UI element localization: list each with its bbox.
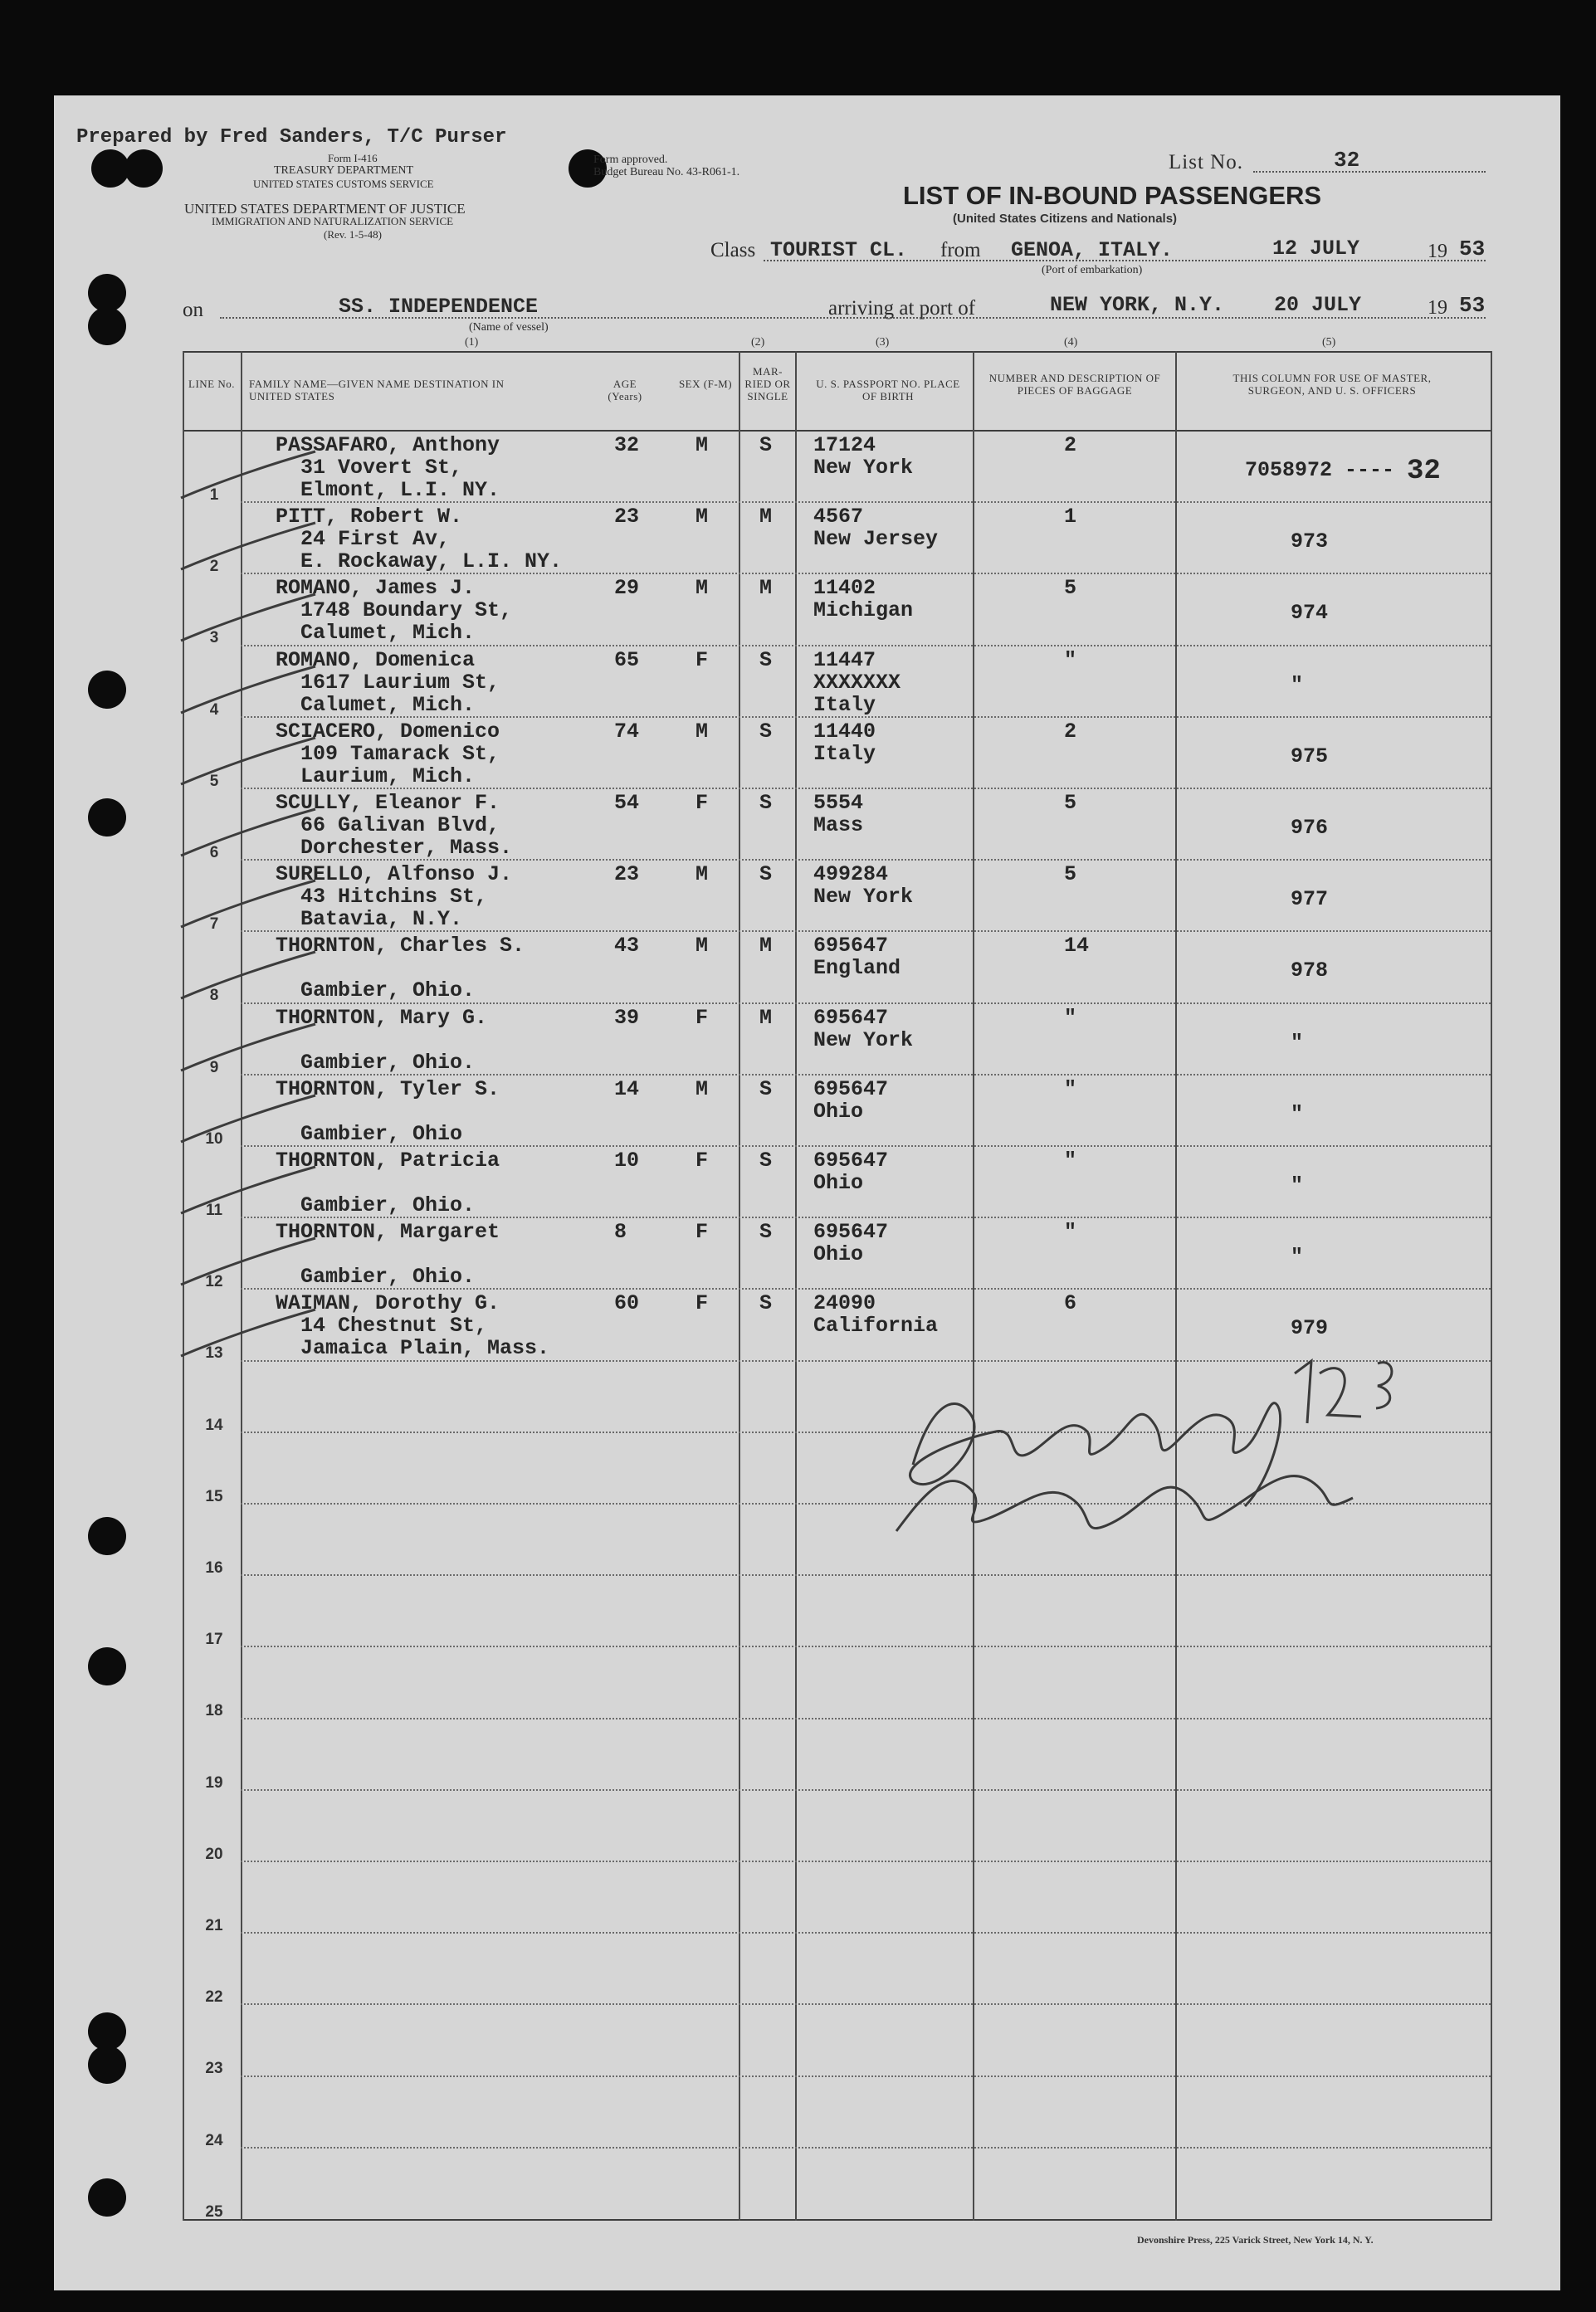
col-num-1: (1) [465,336,479,349]
passport-number: 695647 [813,934,889,958]
form-revision: (Rev. 1-5-48) [324,228,382,241]
col-divider [795,351,797,2221]
immigrant-inspector-signature [880,1340,1428,1573]
line-number: 14 [205,1416,223,1434]
printer-imprint: Devonshire Press, 225 Varick Street, New York 14, N. Y. [1137,2234,1374,2246]
place-of-birth: Michigan [813,598,914,623]
passenger-name: SCULLY, Eleanor F. [276,791,500,815]
marital-status: S [759,433,773,457]
passenger-name: SCIACERO, Domenico [276,719,500,744]
prepared-by: Prepared by Fred Sanders, T/C Purser [76,126,507,149]
class-value: TOURIST CL. [770,238,908,262]
line-number: 12 [205,1273,223,1291]
col-divider [739,351,740,2221]
line-number: 2 [209,558,219,576]
check-mark-icon [174,1090,324,1149]
check-mark-icon [174,804,324,862]
page-subtitle: (United States Citizens and Nationals) [953,212,1178,226]
class-label: Class [710,239,756,261]
list-no-label: List No. [1169,151,1243,173]
header-bottom-border [183,430,1491,432]
from-label: from [940,239,981,261]
baggage-count: " [1064,1005,1077,1030]
year-prefix-2: 19 [1428,297,1447,319]
baggage-count: 2 [1064,433,1077,457]
customs-service: UNITED STATES CUSTOMS SERVICE [253,178,434,190]
col-divider [1491,351,1492,2221]
treasury-dept: TREASURY DEPARTMENT [274,164,414,177]
marital-status: S [759,1149,773,1173]
place-of-birth: Mass [813,813,864,837]
marital-status: S [759,647,773,672]
list-no-underline [1253,171,1486,173]
place-of-birth: Italy [813,741,876,766]
marital-status: S [759,719,773,744]
marital-status: M [759,934,773,958]
baggage-count: 14 [1064,934,1090,958]
signature-name [1278,1365,1282,1366]
row-divider [241,1718,1491,1719]
passport-number: 24090 [813,1291,876,1316]
passenger-city: Gambier, Ohio. [300,978,476,1003]
officer-number: 976 [1291,816,1329,840]
departure-date: 12 JULY [1272,237,1360,261]
row-divider [241,2147,1491,2149]
passenger-name: ROMANO, James J. [276,576,476,601]
passenger-name: SURELLO, Alfonso J. [276,862,513,887]
passenger-sex: M [696,1076,709,1101]
baggage-count: 6 [1064,1291,1077,1316]
marital-status: M [759,576,773,601]
passenger-age: 54 [614,791,640,815]
passenger-city: Gambier, Ohio. [300,1193,476,1217]
line-number: 9 [209,1058,219,1076]
col-header-name: FAMILY NAME—GIVEN NAME DESTINATION IN UNITED STATES [249,378,505,402]
passenger-city: Dorchester, Mass. [300,836,513,860]
line-number: 20 [205,1845,223,1863]
passenger-address: 31 Vovert St, [300,456,463,480]
vessel-caption: (Name of vessel) [469,321,549,334]
passenger-age: 60 [614,1291,640,1316]
passenger-address: 66 Galivan Blvd, [300,813,500,837]
passport-number: 5554 [813,791,864,815]
place-of-birth: New York [813,1027,914,1052]
line-number: 19 [205,1773,223,1792]
passenger-sex: F [696,1005,709,1030]
check-mark-icon [174,947,324,1005]
line-number: 17 [205,1631,223,1649]
doj: UNITED STATES DEPARTMENT OF JUSTICE [184,201,466,217]
baggage-count: 1 [1064,505,1077,529]
passenger-age: 32 [614,433,640,457]
col-divider [1175,351,1177,2221]
officer-number: 979 [1291,1316,1329,1341]
passenger-name: THORNTON, Charles S. [276,934,525,958]
passenger-age: 39 [614,1005,640,1030]
col-divider [973,351,974,2221]
line-number: 16 [205,1559,223,1577]
passenger-city: Elmont, L.I. NY. [300,478,500,502]
marital-status: S [759,1076,773,1101]
passenger-name: PASSAFARO, Anthony [276,433,500,457]
marital-status: S [759,862,773,887]
check-mark-icon [174,446,324,505]
col-num-4: (4) [1064,336,1078,349]
passport-number: 695647 [813,1220,889,1245]
officer-number: " [1291,1245,1304,1270]
line-number: 18 [205,1702,223,1720]
line-number: 21 [205,1917,223,1934]
officer-number: 978 [1291,958,1329,983]
passenger-city: Calumet, Mich. [300,692,476,717]
passport-number: 17124 [813,433,876,457]
list-no-value: 32 [1334,148,1360,173]
passenger-address: 1617 Laurium St, [300,670,500,695]
passenger-name: WAIMAN, Dorothy G. [276,1291,500,1316]
passenger-age: 8 [614,1220,627,1245]
place-of-birth-corrected: Italy [813,692,876,717]
line-number: 25 [205,2202,223,2221]
col-header-married: MAR-RIED OR SINGLE [744,365,791,402]
departure-year: 53 [1459,237,1486,261]
passport-number: 695647 [813,1076,889,1101]
passenger-city: Laurium, Mich. [300,763,476,788]
marital-status: S [759,1220,773,1245]
baggage-count: 5 [1064,576,1077,601]
passenger-address: 43 Hitchins St, [300,885,488,910]
punch-hole [88,307,126,345]
marital-status: M [759,505,773,529]
row-divider [241,1574,1491,1576]
arrival-year: 53 [1459,293,1486,318]
passenger-age: 29 [614,576,640,601]
check-mark-icon [174,518,324,576]
ins: IMMIGRATION AND NATURALIZATION SERVICE [212,215,454,227]
place-of-birth: Ohio [813,1171,864,1195]
col-num-3: (3) [876,336,890,349]
check-mark-icon [174,1233,324,1291]
officer-number: 973 [1291,529,1329,554]
row-divider [241,2075,1491,2077]
col-header-line: LINE No. [188,378,235,390]
punch-hole [88,2178,126,2217]
passport-number: 695647 [813,1005,889,1030]
check-mark-icon [174,589,324,647]
passenger-city: Gambier, Ohio. [300,1265,476,1290]
line-number: 3 [209,629,219,647]
col-header-passport: U. S. PASSPORT NO. PLACE OF BIRTH [816,378,960,402]
passenger-sex: F [696,791,709,815]
col-num-5: (5) [1322,336,1336,349]
row-divider [241,1789,1491,1791]
passenger-age: 65 [614,647,640,672]
baggage-count: 5 [1064,862,1077,887]
arrival-date: 20 JULY [1274,293,1362,317]
officer-number: 975 [1291,744,1329,768]
line-number: 24 [205,2131,223,2149]
signature-title [1278,1411,1285,1412]
baggage-count: " [1064,1220,1077,1245]
baggage-count: 5 [1064,791,1077,815]
line-number: 11 [205,1202,223,1219]
col-num-2: (2) [751,336,765,349]
place-of-birth: New York [813,885,914,910]
officer-number: " [1291,672,1304,697]
passenger-name: THORNTON, Margaret [276,1220,500,1245]
place-of-birth: XXXXXXX [813,670,901,695]
page-title: LIST OF IN-BOUND PASSENGERS [903,181,1322,210]
passport-number: 4567 [813,505,864,529]
row-divider [241,1932,1491,1934]
baggage-count: " [1064,647,1077,672]
port-embarkation: GENOA, ITALY. [1011,238,1174,262]
class-underline [764,260,1486,261]
marital-status: S [759,1291,773,1316]
passenger-age: 10 [614,1149,640,1173]
check-mark-icon [174,733,324,791]
passenger-sex: M [696,862,709,887]
line-number: 4 [209,700,219,719]
vessel-name: SS. INDEPENDENCE [339,295,539,319]
passenger-city: Jamaica Plain, Mass. [300,1336,550,1361]
passenger-name: ROMANO, Domenica [276,647,476,672]
passenger-sex: M [696,576,709,601]
officer-number: " [1291,1173,1304,1197]
port-embark-caption: (Port of embarkation) [1042,264,1143,276]
passenger-age: 43 [614,934,640,958]
line-number: 8 [209,987,219,1005]
place-of-birth: California [813,1314,939,1339]
line-number: 10 [205,1129,223,1148]
passenger-address: 14 Chestnut St, [300,1314,488,1339]
passport-number: 11447 [813,647,876,672]
passenger-sex: M [696,433,709,457]
passenger-city: Calumet, Mich. [300,621,476,646]
place-of-birth: Ohio [813,1099,864,1124]
passenger-address: 24 First Av, [300,527,451,552]
year-prefix: 19 [1428,241,1447,262]
baggage-count: 2 [1064,719,1077,744]
vessel-underline [220,317,1486,319]
passenger-address: 109 Tamarack St, [300,741,500,766]
baggage-count: " [1064,1076,1077,1101]
baggage-count: " [1064,1149,1077,1173]
passenger-age: 74 [614,719,640,744]
check-mark-icon [174,1162,324,1220]
table-bottom-border [183,2219,1491,2221]
marital-status: S [759,791,773,815]
punch-hole [124,149,163,188]
passport-number: 695647 [813,1149,889,1173]
line-number: 15 [205,1487,223,1505]
punch-hole [88,1647,126,1685]
port-arrival: NEW YORK, N.Y. [1050,293,1225,317]
passenger-name: PITT, Robert W. [276,505,463,529]
passport-number: 11402 [813,576,876,601]
line-number: 23 [205,2060,223,2078]
passenger-city: Batavia, N.Y. [300,907,463,932]
officer-number: " [1291,1030,1304,1055]
officer-number: " [1291,1101,1304,1126]
form-approved: Form approved. [593,154,668,166]
arriving-label: arriving at port of [828,297,976,319]
passport-number: 499284 [813,862,889,887]
line-number: 1 [209,486,219,504]
passenger-sex: M [696,505,709,529]
line-number: 5 [209,772,219,790]
check-mark-icon [174,1019,324,1077]
list-stamp: 32 [1407,456,1441,487]
officer-number: 7058972 ---- [1245,458,1395,482]
passenger-city: E. Rockaway, L.I. NY. [300,549,563,574]
check-mark-icon [174,876,324,934]
passport-number: 11440 [813,719,876,744]
passenger-name: THORNTON, Tyler S. [276,1076,500,1101]
passenger-sex: F [696,1220,709,1245]
check-mark-icon [174,1305,324,1363]
budget-bureau: Budget Bureau No. 43-R061-1. [593,166,740,178]
place-of-birth: England [813,956,901,981]
passenger-sex: M [696,934,709,958]
line-number: 6 [209,844,219,861]
passenger-city: Gambier, Ohio. [300,1050,476,1075]
passenger-name: THORNTON, Mary G. [276,1005,488,1030]
officer-number: 974 [1291,601,1329,626]
table-top-border [183,351,1491,353]
row-divider [241,1861,1491,1862]
punch-hole [88,798,126,837]
passenger-sex: F [696,647,709,672]
col-header-age: AGE (Years) [608,378,642,402]
passenger-sex: F [696,1149,709,1173]
passenger-age: 23 [614,862,640,887]
punch-hole [88,2046,126,2084]
place-of-birth: New Jersey [813,527,939,552]
passenger-city: Gambier, Ohio [300,1121,463,1146]
passenger-name: THORNTON, Patricia [276,1149,500,1173]
col-header-baggage: NUMBER AND DESCRIPTION OF PIECES OF BAGGAGE [988,372,1161,397]
place-of-birth: New York [813,456,914,480]
officer-number: 977 [1291,887,1329,912]
passenger-age: 23 [614,505,640,529]
passenger-address: 1748 Boundary St, [300,598,513,623]
passenger-sex: F [696,1291,709,1316]
punch-hole [88,1517,126,1555]
row-divider [241,2003,1491,2005]
check-mark-icon [174,661,324,719]
line-number: 22 [205,1988,223,2007]
row-divider [241,1646,1491,1647]
place-of-birth: Ohio [813,1242,864,1267]
form-number: Form I-416 [328,152,378,164]
passenger-sex: M [696,719,709,744]
col-header-officers: THIS COLUMN FOR USE OF MASTER, SURGEON, AND U. S. OFFICERS [1232,372,1432,397]
line-number: 13 [205,1344,223,1363]
line-number: 7 [209,915,219,934]
marital-status: M [759,1005,773,1030]
col-header-sex: SEX (F-M) [678,378,733,390]
punch-hole [88,671,126,709]
on-label: on [183,299,203,321]
passenger-age: 14 [614,1076,640,1101]
